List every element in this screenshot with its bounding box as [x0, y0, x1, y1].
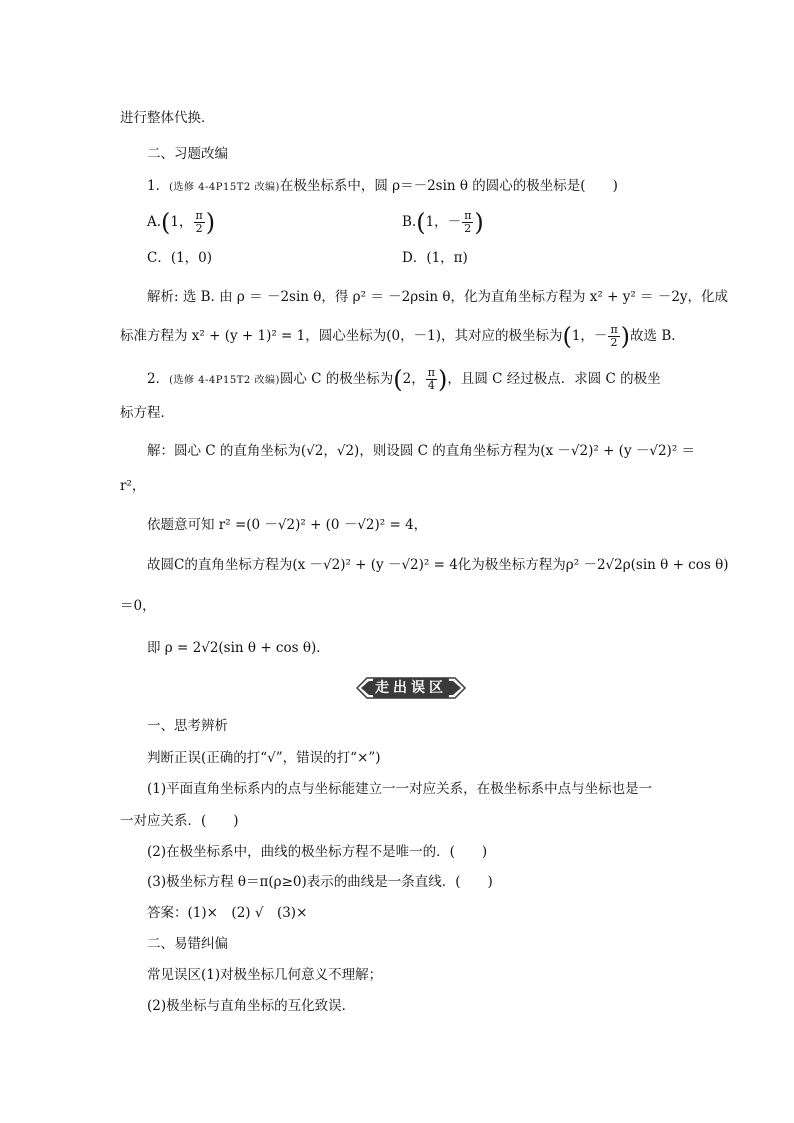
section-heading: 二、易错纠偏	[147, 936, 228, 952]
text-line: 常见误区(1)对极坐标几何意义不理解；	[147, 967, 383, 983]
question-number: 1．	[147, 178, 170, 194]
option-d: D．(1，π)	[402, 250, 468, 266]
text-line: (2)极坐标与直角坐标的互化致误．	[147, 998, 356, 1014]
analysis-line: 标准方程为 x² + (y + 1)² = 1，圆心坐标为(0，－1)，其对应的极坐标为(1，－ $\frac{\pi}{2}$ )故选 B.	[120, 322, 676, 351]
banner-title: 走出误区	[375, 680, 447, 696]
text-line: 进行整体代换．	[120, 110, 215, 126]
analysis-line: 解析: 选 B. 由 ρ ＝ －2sin θ，得 ρ² ＝ －2ρsin θ，化为直角坐标方程为 x² + y² ＝ －2y，化成	[147, 289, 729, 305]
solution-line: 解：圆心 C 的直角坐标为(√2，√2)，则设圆 C 的直角坐标方程为(x －√2)² + (y －√2)² ＝	[147, 443, 696, 459]
option-b: B.(1，－ $\frac{\pi}{2}$ )	[402, 208, 484, 237]
statement-1-cont: 一对应关系．( )	[120, 813, 239, 829]
section-banner	[355, 676, 467, 700]
statement-2: (2)在极坐标系中，曲线的极坐标方程不是唯一的．( )	[147, 844, 488, 860]
solution-line: r²，	[120, 478, 146, 494]
statement-3: (3)极坐标方程 θ＝π(ρ≥0)表示的曲线是一条直线．( )	[147, 874, 493, 890]
option-a: A.(1， $\frac{\pi}{2}$ )	[147, 208, 216, 237]
option-c: C．(1，0)	[147, 250, 213, 266]
question-text: 在极坐标系中，圆 ρ＝－2sin θ 的圆心的极坐标是( )	[279, 178, 618, 194]
section-heading: 一、思考辨析	[147, 718, 228, 734]
answer-line: 答案：(1)× (2) √ (3)×	[147, 905, 308, 921]
question-2: 2．(选修 4-4P15T2 改编)圆心 C 的极坐标为(2， $\frac{\pi}{4}$ )，且圆 C 经过极点．求圆 C 的极坐	[147, 365, 661, 394]
solution-line: 即 ρ = 2√2(sin θ + cos θ)．	[147, 640, 330, 656]
solution-line: 依题意可知 r² =(0 －√2)² + (0 －√2)² = 4，	[147, 517, 428, 533]
solution-line: ＝0，	[120, 598, 156, 614]
statement-1: (1)平面直角坐标系内的点与坐标能建立一一对应关系，在极坐标系中点与坐标也是一	[147, 781, 653, 797]
text-line: 判断正误(正确的打“√”，错误的打“×”)	[147, 750, 381, 766]
question-1	[147, 176, 618, 198]
section-heading: 二、习题改编	[147, 146, 228, 162]
text-line: 标方程．	[120, 405, 174, 421]
source-note: (选修 4-4P15T2 改编)	[169, 182, 280, 193]
solution-line: 故圆C的直角坐标方程为(x －√2)² + (y －√2)² = 4化为极坐标方程为ρ² －2√2ρ(sin θ + cos θ)	[147, 557, 729, 573]
